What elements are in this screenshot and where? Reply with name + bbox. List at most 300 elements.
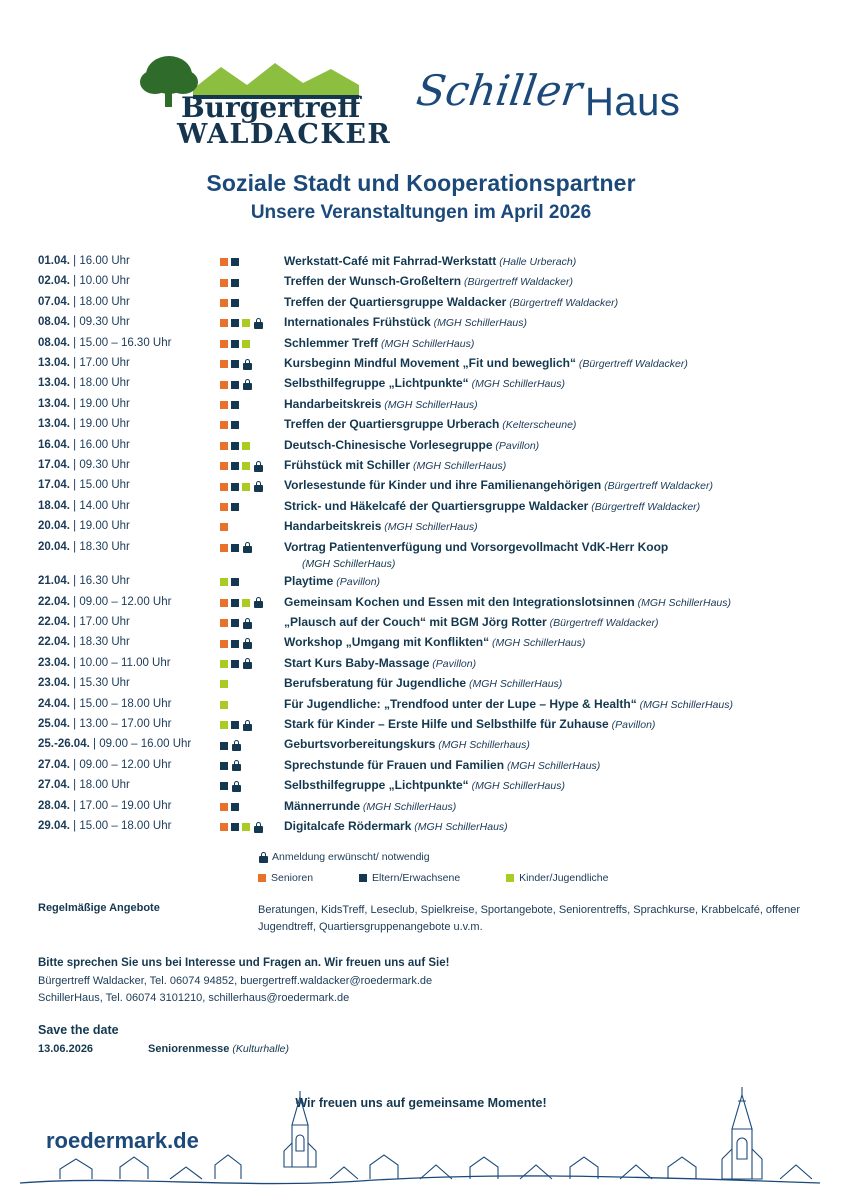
audience-square-elt [231, 360, 239, 368]
legend-lock-row [258, 851, 818, 863]
audience-square-elt [231, 401, 239, 409]
event-time: 09.00 – 16.00 Uhr [99, 738, 192, 751]
event-datetime [38, 776, 220, 795]
event-time: 16.00 Uhr [79, 438, 130, 451]
audience-square-kin [220, 660, 228, 668]
audience-square-kin [242, 340, 250, 348]
audience-square-elt [231, 442, 239, 450]
event-description [284, 415, 808, 435]
event-datetime [38, 374, 220, 393]
event-time: 09.00 – 12.00 Uhr [79, 595, 172, 608]
event-date: 18.04. [38, 499, 70, 512]
event-row [38, 334, 808, 354]
event-date-separator: | [69, 479, 80, 492]
event-venue: (MGH Schillerhaus) [435, 739, 530, 752]
event-datetime [38, 538, 220, 557]
event-audience-markers [220, 756, 284, 775]
event-venue: (Kelterscheune) [499, 419, 577, 432]
event-date-separator: | [69, 758, 80, 771]
event-venue: (MGH SchillerHaus) [360, 800, 457, 813]
event-title: Für Jugendliche: „Trendfood unter der Lupe – Hype & Health“ [284, 696, 637, 711]
event-description [284, 334, 808, 354]
event-time: 18.00 Uhr [79, 779, 130, 792]
closing-message: Wir freuen uns auf gemeinsame Momente! [295, 1096, 547, 1110]
event-row [38, 538, 808, 572]
audience-square-elt [231, 503, 239, 511]
event-audience-markers [220, 654, 284, 673]
lock-icon [243, 379, 252, 390]
event-venue: (MGH SchillerHaus) [302, 558, 396, 571]
event-row [38, 817, 808, 837]
event-date: 20.04. [38, 540, 70, 553]
logo-text-waldacker: WALDACKER [177, 119, 392, 150]
event-venue: (MGH SchillerHaus) [381, 521, 478, 534]
event-audience-markers [220, 354, 284, 373]
event-title: Internationales Frühstück [284, 315, 431, 330]
audience-square-kin [242, 483, 250, 491]
event-time: 15.00 Uhr [79, 479, 130, 492]
event-venue: (MGH SchillerHaus) [504, 759, 601, 772]
event-datetime [38, 517, 220, 536]
event-date-separator: | [69, 295, 80, 308]
event-description [284, 756, 808, 776]
event-title: Berufsberatung für Jugendliche [284, 676, 467, 691]
event-title: Strick- und Häkelcafé der Quartiersgruppe Waldacker [284, 498, 589, 513]
event-datetime [38, 817, 220, 836]
audience-square-elt [231, 483, 239, 491]
save-the-date-title-text: Seniorenmesse [148, 1043, 230, 1055]
event-time: 17.00 Uhr [79, 357, 130, 370]
event-row [38, 593, 808, 613]
event-description [284, 395, 808, 415]
audience-square-elt [231, 381, 239, 389]
event-title: Start Kurs Baby-Massage [284, 655, 430, 670]
event-datetime [38, 415, 220, 434]
event-date-separator: | [69, 779, 80, 792]
audience-square-elt [231, 823, 239, 831]
event-venue: (Pavillon) [492, 439, 540, 452]
event-time: 19.00 Uhr [79, 418, 130, 431]
event-time: 16.00 Uhr [79, 255, 130, 267]
event-date-separator: | [69, 377, 80, 390]
event-title: Werkstatt-Café mit Fahrrad-Werkstatt [284, 254, 497, 268]
lock-icon [254, 822, 263, 833]
event-row [38, 633, 808, 653]
event-date-separator: | [69, 677, 80, 690]
event-audience-markers [220, 538, 284, 557]
event-audience-markers [220, 715, 284, 734]
event-datetime [38, 272, 220, 291]
event-date: 07.04. [38, 295, 70, 308]
event-datetime [38, 436, 220, 455]
event-date-separator: | [69, 540, 80, 553]
logo-row [0, 44, 842, 154]
legend-item-kin [506, 872, 608, 884]
event-date: 27.04. [38, 758, 70, 771]
event-venue: (MGH SchillerHaus) [468, 378, 565, 391]
audience-square-elt [220, 762, 228, 770]
event-datetime [38, 613, 220, 632]
contact-line-buergertreff: Bürgertreff Waldacker, Tel. 06074 94852, buergertreff.waldacker@roedermark.de [38, 975, 433, 987]
event-date-separator: | [69, 656, 80, 669]
audience-square-kin [220, 578, 228, 586]
event-venue: (MGH SchillerHaus) [468, 780, 565, 793]
event-venue: (Pavillon) [429, 657, 477, 670]
legend-item-label: Senioren [271, 872, 314, 884]
audience-square-elt [231, 340, 239, 348]
event-description [284, 497, 808, 517]
event-date: 25.-26.04. [38, 738, 90, 751]
event-title: Schlemmer Treff [284, 335, 379, 350]
event-audience-markers [220, 674, 284, 693]
audience-square-sen [220, 299, 228, 307]
event-date-separator: | [69, 499, 80, 512]
event-title: Playtime [284, 574, 334, 589]
event-time: 17.00 Uhr [79, 615, 130, 628]
logo-text-schiller-script: Schiller [413, 66, 586, 115]
event-date-separator: | [69, 575, 80, 588]
event-venue: (Bürgertreff Waldacker) [546, 616, 659, 629]
event-time: 18.30 Uhr [79, 636, 130, 649]
audience-square-elt [220, 782, 228, 790]
event-title: Stark für Kinder – Erste Hilfe und Selbsthilfe für Zuhause [284, 716, 609, 731]
event-date-separator: | [69, 397, 80, 410]
event-time: 09.00 – 12.00 Uhr [79, 758, 172, 771]
audience-square-sen [220, 442, 228, 450]
event-datetime [38, 572, 220, 591]
save-the-date-row [38, 1043, 638, 1055]
lock-icon [254, 461, 263, 472]
audience-square-kin [220, 721, 228, 729]
event-date: 23.04. [38, 677, 70, 690]
audience-square-kin [220, 680, 228, 688]
event-audience-markers [220, 395, 284, 414]
event-time: 09.30 Uhr [79, 316, 130, 329]
event-description [284, 354, 808, 374]
event-datetime [38, 633, 220, 652]
event-datetime [38, 456, 220, 475]
event-time: 15.00 – 18.00 Uhr [79, 819, 172, 832]
event-date-separator: | [69, 316, 80, 329]
event-venue: (Bürgertreff Waldacker) [506, 296, 619, 309]
event-datetime [38, 293, 220, 312]
event-date: 27.04. [38, 779, 70, 792]
event-row [38, 756, 808, 776]
event-datetime [38, 654, 220, 673]
event-description [284, 613, 808, 633]
event-row [38, 456, 808, 476]
audience-square-elt [231, 619, 239, 627]
save-the-date-title [148, 1043, 289, 1055]
event-audience-markers [220, 272, 284, 291]
event-time: 18.00 Uhr [79, 377, 130, 390]
lock-icon [243, 638, 252, 649]
event-venue: (MGH SchillerHaus) [489, 637, 586, 650]
event-venue: (Pavillon) [608, 718, 656, 731]
event-row [38, 476, 808, 496]
event-date: 13.04. [38, 418, 70, 431]
event-venue: (MGH SchillerHaus) [636, 698, 733, 711]
event-date-separator: | [69, 520, 80, 533]
event-audience-markers [220, 613, 284, 632]
footer-brand: roedermark.de [46, 1128, 199, 1153]
audience-square-sen [258, 874, 266, 882]
event-title: Treffen der Quartiersgruppe Urberach [284, 417, 500, 432]
event-row [38, 395, 808, 415]
audience-square-elt [231, 803, 239, 811]
event-audience-markers [220, 817, 284, 836]
save-the-date-headline: Save the date [38, 1023, 119, 1037]
event-row [38, 572, 808, 592]
event-description [284, 374, 808, 394]
event-date: 17.04. [38, 479, 70, 492]
event-time: 18.00 Uhr [79, 295, 130, 308]
event-date-separator: | [69, 418, 80, 431]
legend-item-label: Kinder/Jugendliche [519, 872, 609, 884]
event-date: 28.04. [38, 799, 70, 812]
audience-square-sen [220, 319, 228, 327]
audience-square-sen [220, 599, 228, 607]
event-description [284, 456, 808, 476]
event-date-separator: | [69, 717, 80, 730]
event-row [38, 695, 808, 715]
event-date: 17.04. [38, 459, 70, 472]
event-date-separator: | [69, 595, 80, 608]
event-datetime [38, 674, 220, 693]
event-title: Digitalcafe Rödermark [284, 818, 412, 833]
legend-item-sen [258, 872, 313, 884]
event-date: 22.04. [38, 636, 70, 649]
event-row [38, 252, 808, 272]
contact-line-schillerhaus: SchillerHaus, Tel. 06074 3101210, schillerhaus@roedermark.de [38, 992, 350, 1004]
audience-square-sen [220, 258, 228, 266]
event-datetime [38, 735, 220, 754]
event-date: 13.04. [38, 357, 70, 370]
event-date: 22.04. [38, 595, 70, 608]
event-audience-markers [220, 497, 284, 516]
event-date: 22.04. [38, 615, 70, 628]
audience-square-elt [231, 279, 239, 287]
regular-offers [38, 902, 818, 936]
lock-icon [243, 658, 252, 669]
legend-item-elt [359, 872, 460, 884]
event-title: Selbsthilfegruppe „Lichtpunkte“ [284, 376, 469, 391]
event-row [38, 797, 808, 817]
event-venue: (Bürgertreff Waldacker) [588, 500, 701, 513]
skyline-illustration [0, 1081, 842, 1191]
event-date-separator: | [69, 438, 80, 451]
event-audience-markers [220, 695, 284, 714]
event-datetime [38, 756, 220, 775]
event-date: 02.04. [38, 275, 70, 288]
event-row [38, 654, 808, 674]
save-the-date-date: 13.06.2026 [38, 1043, 94, 1055]
event-time: 15.30 Uhr [79, 677, 130, 690]
event-date: 20.04. [38, 520, 70, 533]
audience-square-kin [242, 319, 250, 327]
event-time: 19.00 Uhr [79, 520, 130, 533]
lock-icon [254, 318, 263, 329]
event-datetime [38, 715, 220, 734]
event-date: 13.04. [38, 397, 70, 410]
event-date: 29.04. [38, 819, 70, 832]
event-date-separator: | [69, 459, 80, 472]
regular-offers-label: Regelmäßige Angebote [38, 902, 160, 914]
event-title: Handarbeitskreis [284, 396, 382, 411]
event-datetime [38, 354, 220, 373]
legend [258, 851, 818, 884]
event-date: 21.04. [38, 575, 70, 588]
event-description [284, 476, 808, 496]
event-title: Deutsch-Chinesische Vorlesegruppe [284, 437, 493, 452]
lock-icon [254, 597, 263, 608]
event-row [38, 497, 808, 517]
audience-square-sen [220, 401, 228, 409]
event-audience-markers [220, 797, 284, 816]
event-audience-markers [220, 334, 284, 353]
event-date: 08.04. [38, 336, 70, 349]
event-description [284, 797, 808, 817]
event-description [284, 593, 808, 613]
event-audience-markers [220, 593, 284, 612]
event-audience-markers [220, 776, 284, 795]
event-row [38, 674, 808, 694]
event-description [284, 517, 808, 537]
save-the-date-venue: (Kulturhalle) [232, 1043, 289, 1055]
event-title: Workshop „Umgang mit Konflikten“ [284, 635, 490, 650]
audience-square-kin [242, 462, 250, 470]
event-row [38, 436, 808, 456]
audience-square-elt [231, 319, 239, 327]
event-audience-markers [220, 436, 284, 455]
logo-text-buergertreff: Bürgertreff [181, 91, 361, 124]
event-audience-markers [220, 293, 284, 312]
event-row [38, 374, 808, 394]
contact-headline: Bitte sprechen Sie uns bei Interesse und Fragen an. Wir freuen uns auf Sie! [38, 957, 450, 969]
audience-square-elt [231, 660, 239, 668]
event-date-separator: | [69, 636, 80, 649]
event-title: Handarbeitskreis [284, 519, 382, 534]
buergertreff-waldacker-logo [135, 49, 392, 150]
event-datetime [38, 695, 220, 714]
event-venue: (MGH SchillerHaus) [410, 460, 507, 473]
audience-square-elt [231, 640, 239, 648]
event-venue: (Halle Urberach) [496, 256, 577, 268]
event-time: 19.00 Uhr [79, 397, 130, 410]
event-time: 10.00 – 11.00 Uhr [79, 656, 171, 669]
event-description [284, 313, 808, 333]
event-audience-markers [220, 735, 284, 754]
legend-item-label: Eltern/Erwachsene [372, 872, 461, 884]
event-audience-markers [220, 415, 284, 434]
logo-text-haus: Haus [585, 80, 681, 124]
event-description [284, 252, 808, 272]
audience-square-elt [231, 258, 239, 266]
audience-square-elt [359, 874, 367, 882]
event-audience-markers [220, 572, 284, 591]
event-time: 15.00 – 16.30 Uhr [79, 336, 172, 349]
audience-square-sen [220, 503, 228, 511]
event-time: 10.00 Uhr [79, 275, 130, 288]
event-venue: (MGH SchillerHaus) [411, 820, 508, 833]
event-row [38, 735, 808, 755]
audience-square-sen [220, 340, 228, 348]
lock-icon [254, 481, 263, 492]
event-description [284, 776, 808, 796]
event-date-separator: | [69, 357, 80, 370]
audience-square-sen [220, 279, 228, 287]
audience-square-elt [231, 721, 239, 729]
event-title: Treffen der Quartiersgruppe Waldacker [284, 294, 507, 309]
event-title: Vortrag Patientenverfügung und Vorsorgevollmacht VdK-Herr Koop [284, 539, 669, 554]
audience-square-kin [242, 442, 250, 450]
event-row [38, 715, 808, 735]
audience-square-kin [506, 874, 514, 882]
event-row [38, 776, 808, 796]
audience-square-kin [220, 701, 228, 709]
lock-icon [232, 740, 241, 751]
event-date-separator: | [69, 615, 80, 628]
page-subtitle: Unsere Veranstaltungen im April 2026 [250, 202, 592, 224]
event-venue: (MGH SchillerHaus) [378, 337, 475, 350]
event-time: 16.30 Uhr [79, 575, 130, 588]
save-the-date-block [38, 1023, 638, 1055]
event-row [38, 415, 808, 435]
event-title: Kursbeginn Mindful Movement „Fit und beweglich“ [284, 356, 576, 371]
event-description [284, 674, 808, 694]
event-audience-markers [220, 252, 284, 271]
legend-lock-label: Anmeldung erwünscht/ notwendig [272, 851, 430, 863]
audience-square-elt [231, 299, 239, 307]
audience-square-sen [220, 462, 228, 470]
event-row [38, 313, 808, 333]
event-title: Selbsthilfegruppe „Lichtpunkte“ [284, 778, 469, 793]
event-row [38, 517, 808, 537]
lock-icon [232, 781, 241, 792]
event-title: Vorlesestunde für Kinder und ihre Familienangehörigen [284, 478, 602, 493]
event-description [284, 272, 808, 292]
audience-square-sen [220, 483, 228, 491]
event-date: 08.04. [38, 316, 70, 329]
audience-square-sen [220, 823, 228, 831]
audience-square-kin [242, 599, 250, 607]
event-venue: (Bürgertreff Waldacker) [576, 358, 688, 371]
event-audience-markers [220, 313, 284, 332]
event-venue: (MGH SchillerHaus) [381, 398, 478, 411]
event-description [284, 817, 808, 837]
event-datetime [38, 593, 220, 612]
lock-icon [243, 542, 252, 553]
audience-square-sen [220, 421, 228, 429]
event-time: 13.00 – 17.00 Uhr [79, 717, 172, 730]
event-date: 23.04. [38, 656, 70, 669]
event-date-separator: | [69, 336, 80, 349]
event-row [38, 293, 808, 313]
event-datetime [38, 334, 220, 353]
event-audience-markers [220, 456, 284, 475]
event-title: Frühstück mit Schiller [284, 458, 411, 473]
schillerhaus-logo [413, 60, 707, 138]
event-date: 01.04. [38, 255, 70, 267]
event-datetime [38, 497, 220, 516]
lock-icon [232, 760, 241, 771]
event-date-separator: | [69, 799, 80, 812]
regular-offers-text: Beratungen, KidsTreff, Leseclub, Spielkreise, Sportangebote, Seniorentreffs, Sprachkurse, Krabbelcafé, offener Jugendtreff, Quartiersgruppenangebote u.v.m. [258, 904, 800, 933]
event-venue: (MGH SchillerHaus) [466, 678, 563, 691]
event-datetime [38, 252, 220, 271]
event-title: „Plausch auf der Couch“ mit BGM Jörg Rotter [284, 614, 547, 629]
event-title: Männerrunde [284, 798, 361, 813]
